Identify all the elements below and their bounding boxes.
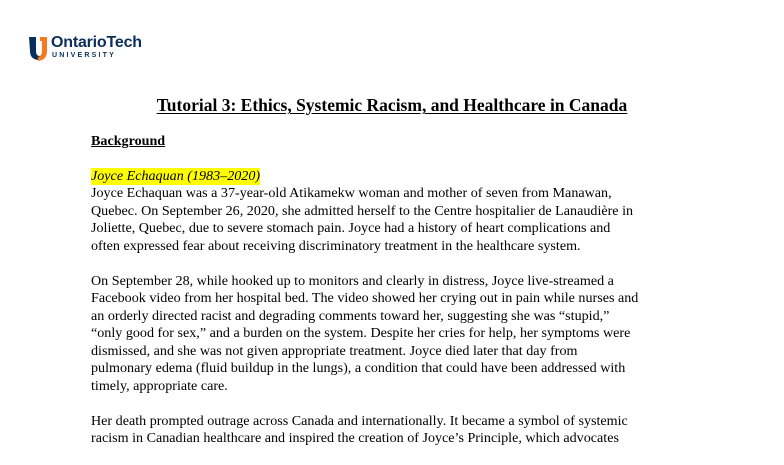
paragraph-2 [91, 273, 701, 396]
logo-name-part2: Tech [106, 34, 142, 51]
paragraph-line: Her death prompted outrage across Canada and internationally. It became a symbol of systemic [91, 412, 628, 429]
paragraph-line: Facebook video from her hospital bed. The video showed her crying out in pain while nurses and [91, 290, 639, 306]
logo-name [51, 34, 142, 51]
logo-wordmark [51, 34, 142, 60]
paragraph-line: racism in Canadian healthcare and inspired the creation of Joyce’s Principle, which advocates [91, 430, 619, 446]
paragraph-line: Joyce Echaquan was a 37-year-old Atikamekw woman and mother of seven from Manawan, [91, 185, 612, 201]
paragraph-line: timely, appropriate care. [91, 377, 228, 394]
paragraph-3 [91, 413, 701, 448]
paragraph-line: “only good for sex,” and a burden on the system. Despite her cries for help, her symptoms were [91, 325, 631, 341]
subject-heading: Joyce Echaquan (1983–2020) [91, 167, 261, 184]
document-title: Tutorial 3: Ethics, Systemic Racism, and Healthcare in Canada [156, 95, 628, 115]
paragraph-line: Joliette, Quebec, due to severe stomach pain. Joyce had a history of heart complications and [91, 220, 611, 236]
paragraph-line: dismissed, and she was not given appropriate treatment. Joyce died later that day from [91, 342, 578, 359]
university-logo [27, 34, 142, 62]
paragraph-line: an orderly directed racist and degrading comments toward her, suggesting she was “stupid,” [91, 307, 610, 324]
paragraph-line: often expressed fear about receiving discriminatory treatment in the healthcare system. [91, 237, 581, 254]
paragraph-1 [91, 168, 701, 256]
paragraph-line: pulmonary edema (fluid buildup in the lungs), a condition that could have been addressed with [91, 360, 626, 376]
ontario-tech-shield-icon [27, 34, 49, 62]
logo-name-part1: Ontario [51, 34, 107, 51]
paragraph-line: On September 28, while hooked up to monitors and clearly in distress, Joyce live-streamed a [91, 272, 614, 289]
paragraph-line: Quebec. On September 26, 2020, she admitted herself to the Centre hospitalier de Lanaudière in [91, 202, 634, 219]
section-heading: Background [91, 133, 166, 149]
document-body [91, 133, 701, 465]
logo-subtitle: UNIVERSITY [52, 52, 117, 59]
